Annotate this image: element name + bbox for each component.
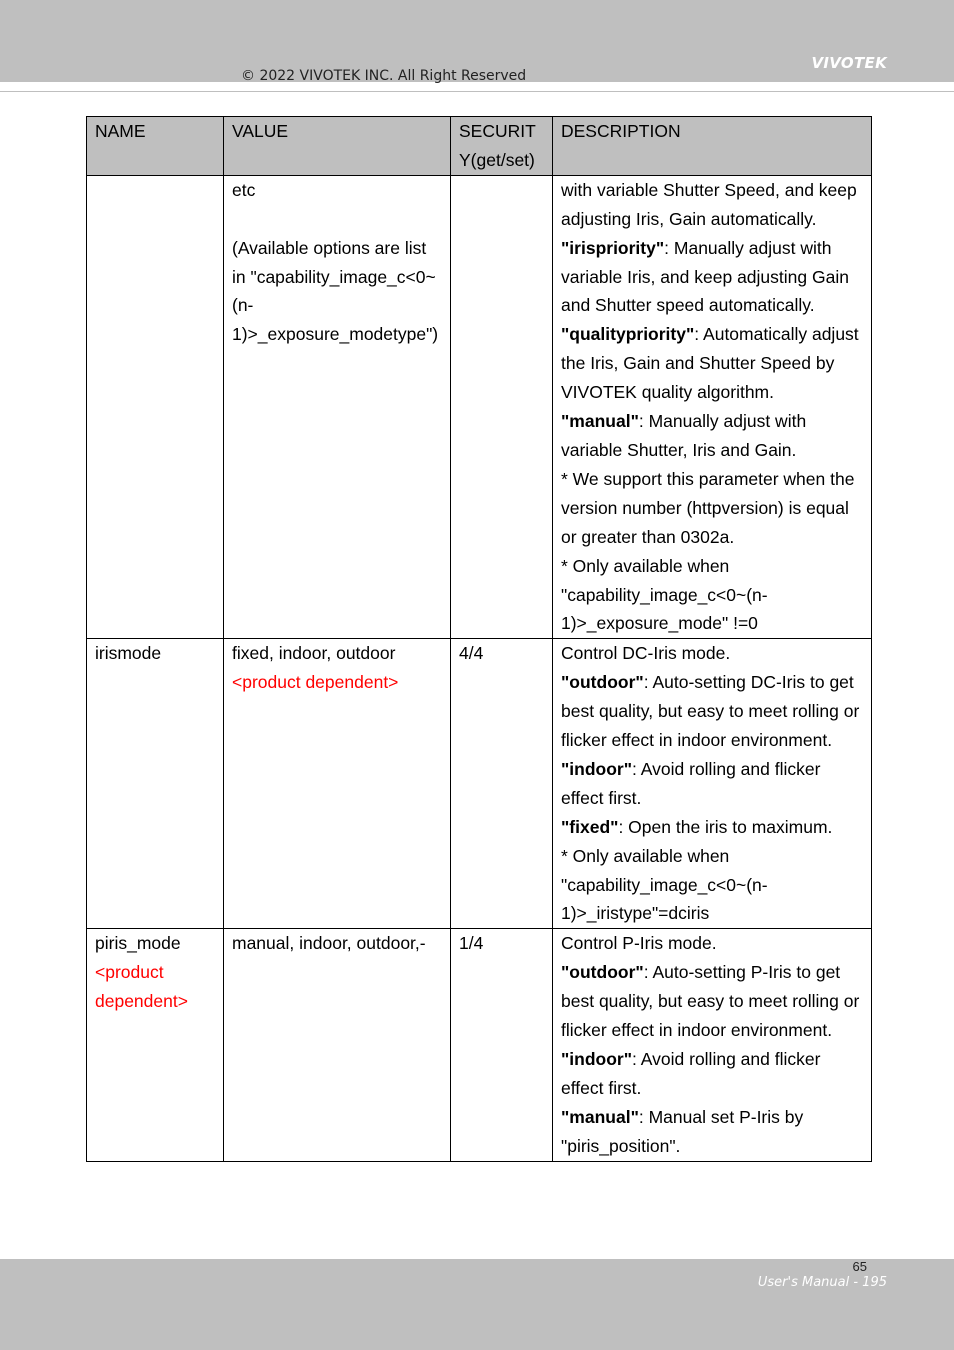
cell-name: irismode — [87, 639, 224, 929]
cell-value — [224, 639, 451, 929]
brand-logo: VIVOTEK — [811, 54, 887, 72]
cell-description — [553, 639, 872, 929]
cell-value — [224, 175, 451, 639]
column-header-security: SECURITY(get/set) — [451, 117, 553, 176]
header-divider — [0, 91, 954, 92]
desc-line: "outdoor": Auto-setting DC-Iris to get best quality, but easy to meet rolling or flicker effect in indoor environment. — [561, 672, 860, 751]
desc-line: * We support this parameter when the version number (httpversion) is equal or greater than 0302a. — [561, 468, 855, 547]
cell-description — [553, 929, 872, 1161]
cell-description — [553, 175, 872, 639]
desc-line: * Only available when "capability_image_c<0~(n-1)>_exposure_mode" !=0 — [561, 555, 768, 634]
table-row — [87, 639, 872, 929]
value-spacer — [232, 205, 442, 234]
desc-line: "manual": Manually adjust with variable Shutter, Iris and Gain. — [561, 411, 807, 460]
cell-name — [87, 175, 224, 639]
copyright-text: © 2022 VIVOTEK INC. All Right Reserved — [241, 68, 527, 84]
desc-line: "manual": Manual set P-Iris by "piris_position". — [561, 1106, 804, 1156]
value-text: (Available options are list in "capability_image_c<0~(n-1)>_exposure_modetype") — [232, 237, 439, 345]
cell-security: 4/4 — [451, 639, 553, 929]
column-header-name: NAME — [87, 117, 224, 176]
desc-line: "indoor": Avoid rolling and flicker effect first. — [561, 1049, 821, 1098]
cell-security: 1/4 — [451, 929, 553, 1161]
desc-line: "qualitypriority": Automatically adjust the Iris, Gain and Shutter Speed by VIVOTEK quality algorithm. — [561, 324, 859, 403]
desc-line: "irispriority": Manually adjust with variable Iris, and keep adjusting Gain and Shutter speed automatically. — [561, 237, 849, 316]
product-dependent-note: <product dependent> — [95, 962, 188, 1012]
desc-line: * Only available when "capability_image_c<0~(n-1)>_iristype"=dciris — [561, 845, 768, 924]
desc-line: Control DC-Iris mode. — [561, 643, 731, 664]
desc-line: "indoor": Avoid rolling and flicker effect first. — [561, 758, 821, 808]
table-row — [87, 175, 872, 639]
cell-value — [224, 929, 451, 1161]
parameter-table — [86, 116, 872, 1162]
desc-line: with variable Shutter Speed, and keep adjusting Iris, Gain automatically. — [561, 179, 857, 229]
manual-page-reference: User's Manual - 195 — [757, 1275, 887, 1290]
desc-line: "outdoor": Auto-setting P-Iris to get best quality, but easy to meet rolling or flicker effect in indoor environment. — [561, 962, 860, 1041]
cell-name: piris_mode <product dependent> — [87, 929, 224, 1161]
page-footer — [0, 1259, 954, 1350]
value-text: fixed, indoor, outdoor — [232, 643, 396, 664]
cell-security — [451, 175, 553, 639]
column-header-value: VALUE — [224, 117, 451, 176]
value-text: manual, indoor, outdoor,- — [232, 933, 426, 954]
column-header-description: DESCRIPTION — [553, 117, 872, 176]
value-text: etc — [232, 179, 256, 200]
page-number: 65 — [852, 1259, 867, 1274]
table-header-row — [87, 117, 872, 176]
product-dependent-note: <product dependent> — [232, 672, 399, 693]
desc-line: Control P-Iris mode. — [561, 933, 717, 954]
table-row — [87, 929, 872, 1161]
desc-line: "fixed": Open the iris to maximum. — [561, 816, 833, 837]
